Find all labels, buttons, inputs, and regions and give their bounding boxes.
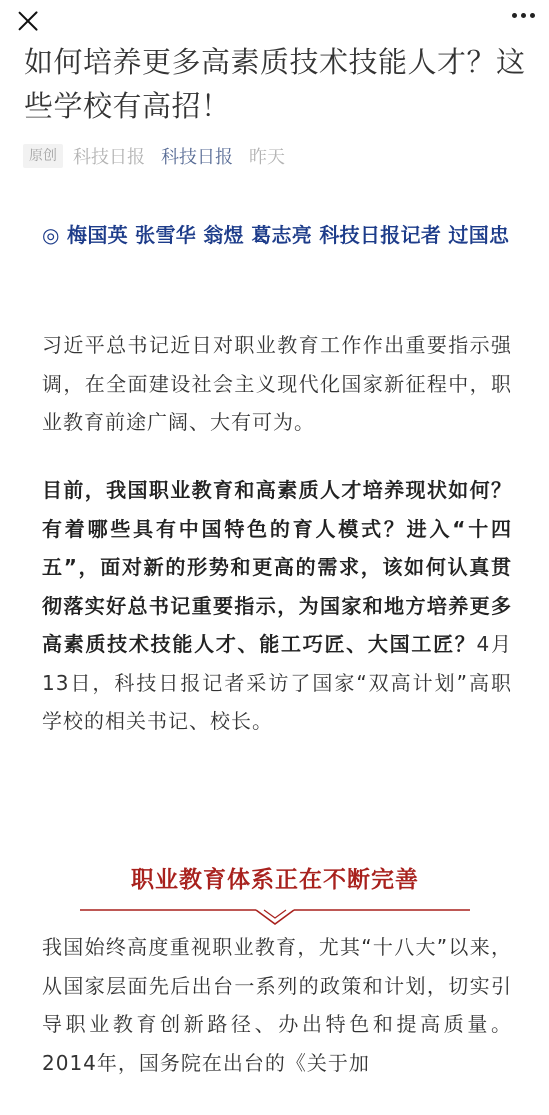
author-name: 科技日报 [73,147,145,168]
section-heading-text: 职业教育体系正在不断完善 [131,867,419,893]
paragraph-2-bold: 目前，我国职业教育和高素质人才培养现状如何？有着哪些具有中国特色的育人模式？进入“十四五”，面对新的形势和更高的需求，该如何认真贯彻落实好总书记重要指示，为国家和地方培养更多高素质技术技能人才、能工巧匠、大国工匠？ [42,478,512,656]
byline: ◎ 梅国英 张雪华 翁煜 葛志亮 科技日报记者 过国忠 [42,223,510,247]
dot [530,13,535,18]
original-tag: 原创 [23,144,63,168]
paragraph-1: 习近平总书记近日对职业教育工作作出重要指示强调，在全面建设社会主义现代化国家新征程中，职业教育前途广阔、大有可为。 [42,333,512,434]
more-dots-icon[interactable] [512,13,535,18]
section-divider-icon [80,900,470,930]
paragraph-2-rest: 4月13日，科技日报记者采访了国家“双高计划”高职学校的相关书记、校长。 [42,632,512,733]
paragraph-3: 我国始终高度重视职业教育，尤其“十八大”以来，从国家层面先后出台一系列的政策和计划，切实引导职业教育创新路径、办出特色和提高质量。2014年，国务院在出台的《关于加 [42,935,512,1075]
article-meta [23,143,285,169]
paragraph-2 [42,471,512,741]
article-title: 如何培养更多高素质技术技能人才？这些学校有高招！ [24,45,526,123]
dot [521,13,526,18]
account-link[interactable]: 科技日报 [161,147,233,168]
close-icon[interactable] [14,7,42,35]
dot [512,13,517,18]
section-heading [80,860,470,930]
top-bar [0,0,549,40]
publish-time: 昨天 [249,147,285,168]
